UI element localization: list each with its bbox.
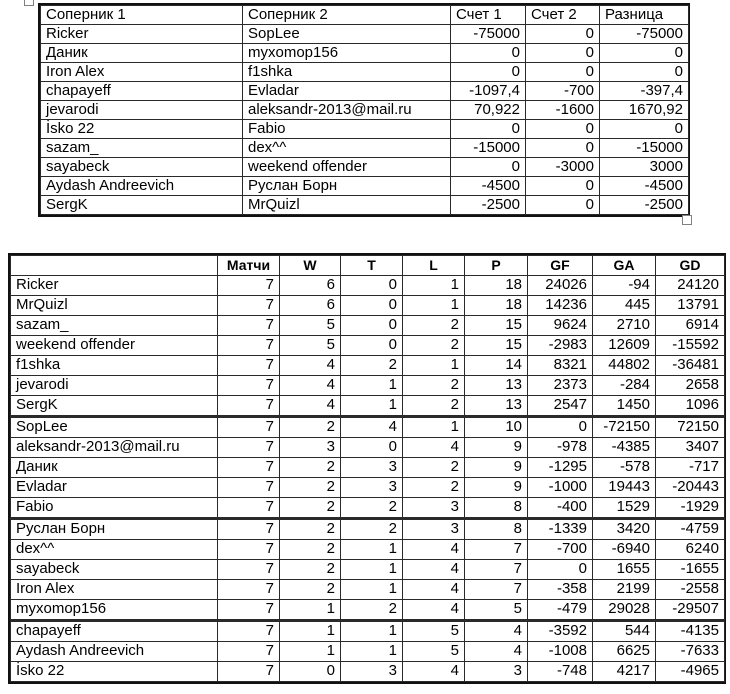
column-header: T (341, 256, 403, 276)
table-cell: MrQuizl (11, 296, 218, 316)
table-cell: 0 (600, 120, 689, 139)
table-cell: -4385 (593, 438, 656, 458)
table-cell: Ricker (11, 276, 218, 296)
table-cell: 2 (280, 540, 341, 560)
table-cell: -20443 (656, 478, 725, 498)
table-move-handle[interactable] (24, 0, 34, 6)
table-cell: 7 (218, 478, 280, 498)
table-cell: -1008 (528, 642, 593, 662)
table-cell: 2 (280, 458, 341, 478)
table-cell: 4 (403, 662, 465, 682)
table-cell: 7 (218, 498, 280, 519)
table-row (11, 540, 725, 560)
table-cell: 2710 (593, 316, 656, 336)
table-cell: -748 (528, 662, 593, 682)
table-cell: 7 (218, 540, 280, 560)
table-cell: Aydash Andreevich (11, 642, 218, 662)
column-header: W (280, 256, 341, 276)
table-cell: 13 (465, 396, 528, 417)
table-cell: 3 (403, 519, 465, 540)
matches-table-wrapper (38, 3, 690, 217)
table-cell: 0 (280, 662, 341, 682)
table-cell: -284 (593, 376, 656, 396)
table-row (11, 600, 725, 621)
table-cell: -94 (593, 276, 656, 296)
column-header: Счет 1 (451, 6, 526, 25)
table-cell: 5 (465, 600, 528, 621)
table-cell: f1shka (11, 356, 218, 376)
table-cell: -4759 (656, 519, 725, 540)
table-row (11, 438, 725, 458)
table-cell: Evladar (243, 82, 451, 101)
table-cell: weekend offender (243, 158, 451, 177)
table-cell: myxomop156 (11, 600, 218, 621)
table-cell: aleksandr-2013@mail.ru (243, 101, 451, 120)
table-cell: 4 (280, 356, 341, 376)
table-cell: 19443 (593, 478, 656, 498)
table-cell: 0 (528, 417, 593, 438)
table-cell: 15 (465, 336, 528, 356)
table-cell: 3407 (656, 438, 725, 458)
standings-table (10, 255, 725, 682)
table-cell: chapayeff (11, 621, 218, 642)
table-row (41, 177, 689, 196)
matches-header-row (41, 6, 689, 25)
table-cell: 70,922 (451, 101, 526, 120)
table-cell: -479 (528, 600, 593, 621)
table-cell: 0 (526, 44, 600, 63)
table-cell: -15592 (656, 336, 725, 356)
table-cell: 2 (280, 478, 341, 498)
table-row (41, 196, 689, 215)
table-cell: -1600 (526, 101, 600, 120)
table-cell: 3 (465, 662, 528, 682)
table-cell: 1 (280, 642, 341, 662)
table-cell: 3 (280, 438, 341, 458)
table-cell: 15 (465, 316, 528, 336)
table-cell: 4 (341, 417, 403, 438)
table-cell: 1 (403, 276, 465, 296)
column-header: L (403, 256, 465, 276)
table-cell: 2 (280, 519, 341, 540)
table-cell: 0 (600, 44, 689, 63)
table-row (41, 158, 689, 177)
table-cell: 7 (218, 276, 280, 296)
table-cell: 5 (403, 621, 465, 642)
table-cell: 1 (280, 600, 341, 621)
table-cell: 0 (341, 316, 403, 336)
table-cell: 10 (465, 417, 528, 438)
table-cell: 4 (403, 600, 465, 621)
table-cell: 1450 (593, 396, 656, 417)
table-row (11, 519, 725, 540)
table-row (41, 101, 689, 120)
table-row (11, 621, 725, 642)
table-cell: 14 (465, 356, 528, 376)
column-header: GD (656, 256, 725, 276)
table-row (11, 356, 725, 376)
table-cell: 2 (341, 519, 403, 540)
table-cell: 4 (403, 438, 465, 458)
table-row (41, 44, 689, 63)
table-cell: 2 (403, 316, 465, 336)
column-header: Матчи (218, 256, 280, 276)
table-cell: Ricker (41, 25, 243, 44)
column-header: Соперник 2 (243, 6, 451, 25)
table-cell: SopLee (11, 417, 218, 438)
table-cell: 7 (218, 296, 280, 316)
table-cell: 0 (526, 120, 600, 139)
table-cell: 2 (280, 498, 341, 519)
table-cell: 4 (403, 580, 465, 600)
table-cell: 72150 (656, 417, 725, 438)
table-cell: -7633 (656, 642, 725, 662)
table-cell: 29028 (593, 600, 656, 621)
table-cell: -4500 (600, 177, 689, 196)
table-cell: 544 (593, 621, 656, 642)
table-cell: sayabeck (41, 158, 243, 177)
table-row (11, 642, 725, 662)
column-header: GF (528, 256, 593, 276)
table-cell: 4 (403, 560, 465, 580)
table-row (11, 396, 725, 417)
table-cell: Iron Alex (41, 63, 243, 82)
table-cell: 2 (280, 580, 341, 600)
table-cell: 18 (465, 276, 528, 296)
table-cell: 2 (280, 417, 341, 438)
table-cell: 18 (465, 296, 528, 316)
table-cell: 9 (465, 458, 528, 478)
table-cell: -1339 (528, 519, 593, 540)
table-cell: 3 (341, 478, 403, 498)
table-cell: 1096 (656, 396, 725, 417)
column-header: Разница (600, 6, 689, 25)
table-row (11, 417, 725, 438)
table-cell: 0 (451, 120, 526, 139)
table-cell: -1929 (656, 498, 725, 519)
table-cell: 7 (218, 600, 280, 621)
table-cell: -578 (593, 458, 656, 478)
table-cell: 7 (218, 316, 280, 336)
table-cell: 6 (280, 296, 341, 316)
table-cell: -29507 (656, 600, 725, 621)
table-cell: 0 (451, 158, 526, 177)
table-cell: 7 (218, 580, 280, 600)
table-cell: 7 (218, 458, 280, 478)
table-cell: 7 (218, 336, 280, 356)
table-cell: -1655 (656, 560, 725, 580)
table-cell: 7 (218, 662, 280, 682)
table-cell: 1 (403, 356, 465, 376)
table-row (11, 580, 725, 600)
table-cell: 0 (341, 296, 403, 316)
table-cell: 13791 (656, 296, 725, 316)
table-row (11, 316, 725, 336)
table-cell: 1529 (593, 498, 656, 519)
table-cell: -3592 (528, 621, 593, 642)
table-cell: Fabio (243, 120, 451, 139)
table-cell: 8 (465, 498, 528, 519)
table-cell: SergK (41, 196, 243, 215)
table-cell: 4 (465, 642, 528, 662)
table-cell: -978 (528, 438, 593, 458)
table-cell: 0 (600, 63, 689, 82)
table-cell: -1097,4 (451, 82, 526, 101)
table-cell: Evladar (11, 478, 218, 498)
table-cell: 13 (465, 376, 528, 396)
table-cell: myxomop156 (243, 44, 451, 63)
table-cell: 44802 (593, 356, 656, 376)
table-row (11, 498, 725, 519)
table-cell: 0 (526, 196, 600, 215)
table-cell: MrQuizl (243, 196, 451, 215)
table-cell: 14236 (528, 296, 593, 316)
table-cell: -4135 (656, 621, 725, 642)
table-row (41, 82, 689, 101)
table-cell: -3000 (526, 158, 600, 177)
table-cell: -700 (528, 540, 593, 560)
table-cell: 4 (280, 396, 341, 417)
table-cell: 3 (403, 498, 465, 519)
table-row (11, 296, 725, 316)
table-cell: -397,4 (600, 82, 689, 101)
table-cell: Fabio (11, 498, 218, 519)
table-cell: aleksandr-2013@mail.ru (11, 438, 218, 458)
table-cell: 8 (465, 519, 528, 540)
table-cell: chapayeff (41, 82, 243, 101)
table-cell: 6240 (656, 540, 725, 560)
matches-table (40, 5, 689, 215)
table-cell: 7 (218, 642, 280, 662)
table-cell: 1 (341, 621, 403, 642)
table-cell: sazam_ (41, 139, 243, 158)
table-cell: -400 (528, 498, 593, 519)
table-cell: 24120 (656, 276, 725, 296)
table-cell: sayabeck (11, 560, 218, 580)
table-cell: Даник (41, 44, 243, 63)
table-cell: 1 (341, 540, 403, 560)
table-cell: -2500 (600, 196, 689, 215)
table-row (11, 376, 725, 396)
table-cell: 1 (341, 376, 403, 396)
table-cell: -4965 (656, 662, 725, 682)
table-cell: -4500 (451, 177, 526, 196)
table-cell: Руслан Борн (243, 177, 451, 196)
table-cell: 9 (465, 478, 528, 498)
table-cell: -2558 (656, 580, 725, 600)
table-cell: 5 (280, 316, 341, 336)
table-cell: -15000 (451, 139, 526, 158)
table-cell: SopLee (243, 25, 451, 44)
table-row (11, 478, 725, 498)
table-cell: 1670,92 (600, 101, 689, 120)
table-cell: 12609 (593, 336, 656, 356)
table-cell: 7 (218, 519, 280, 540)
table-cell: -1000 (528, 478, 593, 498)
table-cell: 0 (341, 336, 403, 356)
table-cell: Даник (11, 458, 218, 478)
table-row (11, 336, 725, 356)
table-cell: 2 (341, 600, 403, 621)
table-cell: 4 (280, 376, 341, 396)
table-cell: -358 (528, 580, 593, 600)
column-header: GA (593, 256, 656, 276)
table-cell: 3420 (593, 519, 656, 540)
table-cell: 7 (218, 621, 280, 642)
table-cell: 6 (280, 276, 341, 296)
table-row (11, 276, 725, 296)
table-row (41, 139, 689, 158)
table-cell: 6625 (593, 642, 656, 662)
table-cell: 1 (280, 621, 341, 642)
table-cell: 7 (218, 376, 280, 396)
table-cell: Aydash Andreevich (41, 177, 243, 196)
table-cell: Руслан Борн (11, 519, 218, 540)
column-header: Соперник 1 (41, 6, 243, 25)
table-cell: 7 (465, 580, 528, 600)
table-cell: 2 (403, 396, 465, 417)
table-cell: -15000 (600, 139, 689, 158)
table-cell: -2983 (528, 336, 593, 356)
table-cell: 2547 (528, 396, 593, 417)
table-cell: 445 (593, 296, 656, 316)
table-cell: Iron Alex (11, 580, 218, 600)
standings-table-wrapper (8, 253, 726, 684)
table-cell: 0 (528, 560, 593, 580)
table-cell: 1 (341, 560, 403, 580)
table-cell: 5 (403, 642, 465, 662)
table-cell: dex^^ (11, 540, 218, 560)
table-cell: 0 (526, 25, 600, 44)
table-cell: jevarodi (11, 376, 218, 396)
table-cell: 2199 (593, 580, 656, 600)
table-cell: -700 (526, 82, 600, 101)
table-cell: 2 (403, 478, 465, 498)
table-cell: 2 (280, 560, 341, 580)
table-cell: 3 (341, 662, 403, 682)
table-cell: 2 (341, 498, 403, 519)
table-row (11, 662, 725, 682)
table-cell: -72150 (593, 417, 656, 438)
table-cell: 4217 (593, 662, 656, 682)
table-cell: -2500 (451, 196, 526, 215)
table-cell: -717 (656, 458, 725, 478)
table-cell: 3000 (600, 158, 689, 177)
table-cell: sazam_ (11, 316, 218, 336)
table-cell: İsko 22 (11, 662, 218, 682)
table-cell: 2373 (528, 376, 593, 396)
table-cell: 8321 (528, 356, 593, 376)
table-cell: -75000 (600, 25, 689, 44)
table-cell: 1 (341, 396, 403, 417)
table-resize-handle[interactable] (682, 215, 692, 225)
table-row (41, 120, 689, 139)
table-cell: 7 (218, 417, 280, 438)
table-cell: weekend offender (11, 336, 218, 356)
table-cell: -1295 (528, 458, 593, 478)
table-row (11, 560, 725, 580)
table-cell: 7 (218, 560, 280, 580)
table-row (11, 458, 725, 478)
table-cell: 9624 (528, 316, 593, 336)
table-cell: 0 (341, 276, 403, 296)
table-cell: 2 (403, 458, 465, 478)
table-cell: 6914 (656, 316, 725, 336)
table-cell: 24026 (528, 276, 593, 296)
table-cell: 0 (526, 63, 600, 82)
table-cell: 1 (403, 417, 465, 438)
column-header: P (465, 256, 528, 276)
table-cell: 0 (526, 139, 600, 158)
table-cell: 2 (341, 356, 403, 376)
table-cell: 4 (465, 621, 528, 642)
table-cell: jevarodi (41, 101, 243, 120)
table-cell: -36481 (656, 356, 725, 376)
table-cell: 0 (341, 438, 403, 458)
table-cell: 1 (341, 642, 403, 662)
table-cell: 1 (341, 580, 403, 600)
table-cell: 2 (403, 336, 465, 356)
table-row (41, 25, 689, 44)
table-cell: 3 (341, 458, 403, 478)
table-cell: 7 (218, 438, 280, 458)
table-cell: -75000 (451, 25, 526, 44)
table-cell: 0 (451, 44, 526, 63)
table-cell: 9 (465, 438, 528, 458)
table-row (41, 63, 689, 82)
table-cell: 0 (451, 63, 526, 82)
column-header (11, 256, 218, 276)
table-cell: 4 (403, 540, 465, 560)
table-cell: 2658 (656, 376, 725, 396)
table-cell: -6940 (593, 540, 656, 560)
table-cell: f1shka (243, 63, 451, 82)
table-cell: 7 (465, 560, 528, 580)
table-cell: 7 (465, 540, 528, 560)
table-cell: SergK (11, 396, 218, 417)
table-cell: dex^^ (243, 139, 451, 158)
table-cell: İsko 22 (41, 120, 243, 139)
standings-header-row (11, 256, 725, 276)
table-cell: 1 (403, 296, 465, 316)
table-cell: 7 (218, 356, 280, 376)
table-cell: 0 (526, 177, 600, 196)
table-cell: 5 (280, 336, 341, 356)
table-cell: 7 (218, 396, 280, 417)
column-header: Счет 2 (526, 6, 600, 25)
table-cell: 1655 (593, 560, 656, 580)
table-cell: 2 (403, 376, 465, 396)
